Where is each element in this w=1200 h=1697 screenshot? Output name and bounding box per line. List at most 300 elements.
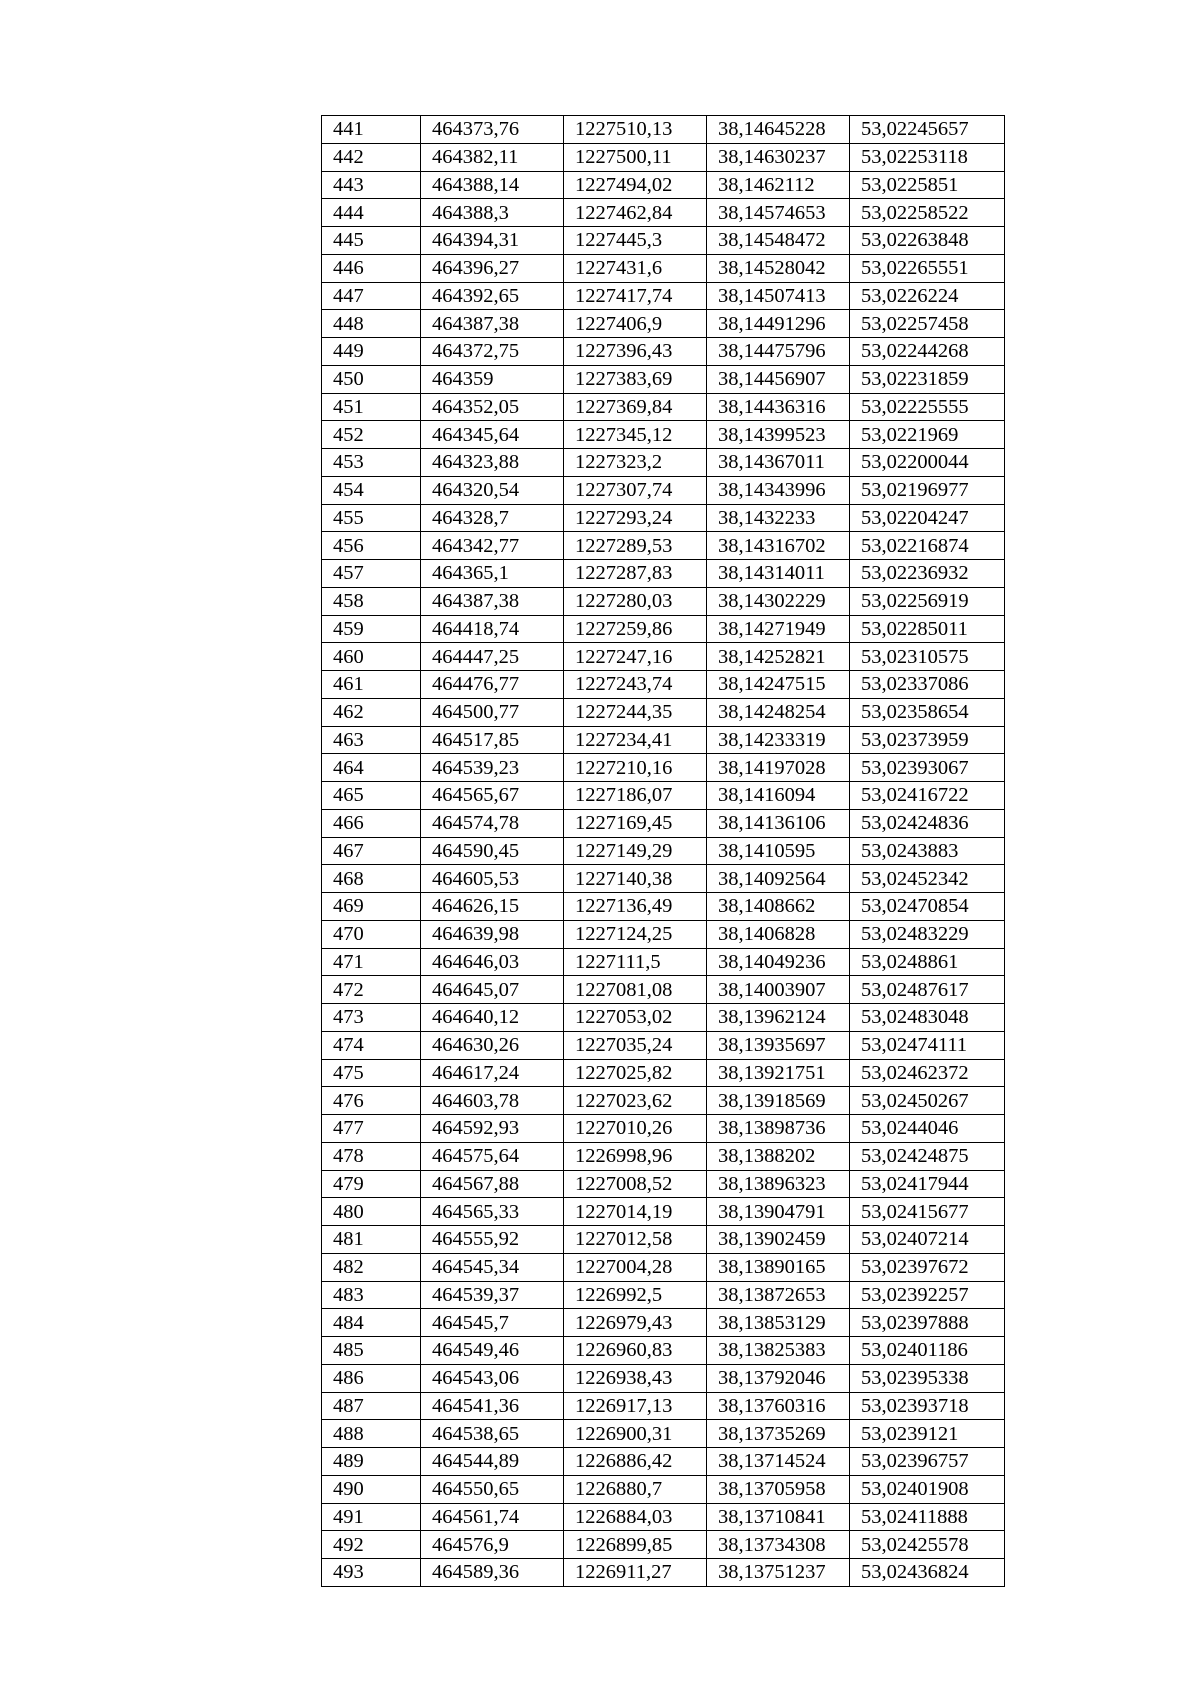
x-coordinate-cell: 464545,34 — [421, 1253, 564, 1281]
table-row — [322, 754, 1005, 782]
table-row — [322, 837, 1005, 865]
point-number-cell: 474 — [322, 1031, 421, 1059]
y-coordinate-cell: 1226917,13 — [564, 1392, 707, 1420]
longitude-cell: 38,13853129 — [707, 1309, 850, 1337]
longitude-cell: 38,14491296 — [707, 310, 850, 338]
x-coordinate-cell: 464541,36 — [421, 1392, 564, 1420]
x-coordinate-cell: 464500,77 — [421, 698, 564, 726]
table-row — [322, 338, 1005, 366]
longitude-cell: 38,14399523 — [707, 421, 850, 449]
point-number-cell: 449 — [322, 338, 421, 366]
longitude-cell: 38,13902459 — [707, 1226, 850, 1254]
x-coordinate-cell: 464545,7 — [421, 1309, 564, 1337]
latitude-cell: 53,02407214 — [850, 1226, 1005, 1254]
table-row — [322, 116, 1005, 144]
longitude-cell: 38,14247515 — [707, 671, 850, 699]
x-coordinate-cell: 464549,46 — [421, 1337, 564, 1365]
latitude-cell: 53,02397888 — [850, 1309, 1005, 1337]
table-row — [322, 421, 1005, 449]
x-coordinate-cell: 464394,31 — [421, 227, 564, 255]
point-number-cell: 448 — [322, 310, 421, 338]
point-number-cell: 442 — [322, 143, 421, 171]
x-coordinate-cell: 464388,3 — [421, 199, 564, 227]
longitude-cell: 38,14507413 — [707, 282, 850, 310]
x-coordinate-cell: 464565,33 — [421, 1198, 564, 1226]
point-number-cell: 455 — [322, 504, 421, 532]
y-coordinate-cell: 1226979,43 — [564, 1309, 707, 1337]
coordinates-table-body — [322, 116, 1005, 1587]
y-coordinate-cell: 1226899,85 — [564, 1531, 707, 1559]
x-coordinate-cell: 464352,05 — [421, 393, 564, 421]
longitude-cell: 38,1432233 — [707, 504, 850, 532]
longitude-cell: 38,13714524 — [707, 1448, 850, 1476]
latitude-cell: 53,0248861 — [850, 948, 1005, 976]
latitude-cell: 53,02416722 — [850, 782, 1005, 810]
point-number-cell: 443 — [322, 171, 421, 199]
table-row — [322, 532, 1005, 560]
x-coordinate-cell: 464476,77 — [421, 671, 564, 699]
table-row — [322, 920, 1005, 948]
longitude-cell: 38,1408662 — [707, 893, 850, 921]
y-coordinate-cell: 1227124,25 — [564, 920, 707, 948]
x-coordinate-cell: 464392,65 — [421, 282, 564, 310]
latitude-cell: 53,02415677 — [850, 1198, 1005, 1226]
longitude-cell: 38,14302229 — [707, 587, 850, 615]
table-row — [322, 893, 1005, 921]
latitude-cell: 53,02417944 — [850, 1170, 1005, 1198]
table-row — [322, 1281, 1005, 1309]
point-number-cell: 489 — [322, 1448, 421, 1476]
latitude-cell: 53,02450267 — [850, 1087, 1005, 1115]
longitude-cell: 38,14436316 — [707, 393, 850, 421]
point-number-cell: 446 — [322, 254, 421, 282]
point-number-cell: 441 — [322, 116, 421, 144]
table-row — [322, 615, 1005, 643]
point-number-cell: 465 — [322, 782, 421, 810]
y-coordinate-cell: 1227307,74 — [564, 476, 707, 504]
longitude-cell: 38,14645228 — [707, 116, 850, 144]
latitude-cell: 53,02424836 — [850, 809, 1005, 837]
x-coordinate-cell: 464328,7 — [421, 504, 564, 532]
table-row — [322, 1253, 1005, 1281]
longitude-cell: 38,13751237 — [707, 1559, 850, 1587]
y-coordinate-cell: 1227010,26 — [564, 1115, 707, 1143]
latitude-cell: 53,02231859 — [850, 365, 1005, 393]
longitude-cell: 38,14456907 — [707, 365, 850, 393]
table-row — [322, 1087, 1005, 1115]
table-row — [322, 782, 1005, 810]
x-coordinate-cell: 464387,38 — [421, 587, 564, 615]
latitude-cell: 53,02216874 — [850, 532, 1005, 560]
table-row — [322, 948, 1005, 976]
y-coordinate-cell: 1227494,02 — [564, 171, 707, 199]
x-coordinate-cell: 464617,24 — [421, 1059, 564, 1087]
latitude-cell: 53,0221969 — [850, 421, 1005, 449]
point-number-cell: 466 — [322, 809, 421, 837]
point-number-cell: 469 — [322, 893, 421, 921]
latitude-cell: 53,0239121 — [850, 1420, 1005, 1448]
point-number-cell: 456 — [322, 532, 421, 560]
longitude-cell: 38,13735269 — [707, 1420, 850, 1448]
longitude-cell: 38,13935697 — [707, 1031, 850, 1059]
latitude-cell: 53,02244268 — [850, 338, 1005, 366]
x-coordinate-cell: 464630,26 — [421, 1031, 564, 1059]
y-coordinate-cell: 1227247,16 — [564, 643, 707, 671]
y-coordinate-cell: 1227149,29 — [564, 837, 707, 865]
y-coordinate-cell: 1227323,2 — [564, 449, 707, 477]
latitude-cell: 53,0226224 — [850, 282, 1005, 310]
longitude-cell: 38,14316702 — [707, 532, 850, 560]
y-coordinate-cell: 1227140,38 — [564, 865, 707, 893]
y-coordinate-cell: 1227396,43 — [564, 338, 707, 366]
x-coordinate-cell: 464373,76 — [421, 116, 564, 144]
latitude-cell: 53,02263848 — [850, 227, 1005, 255]
longitude-cell: 38,14233319 — [707, 726, 850, 754]
longitude-cell: 38,13825383 — [707, 1337, 850, 1365]
longitude-cell: 38,1462112 — [707, 171, 850, 199]
y-coordinate-cell: 1227287,83 — [564, 560, 707, 588]
latitude-cell: 53,02462372 — [850, 1059, 1005, 1087]
y-coordinate-cell: 1227234,41 — [564, 726, 707, 754]
x-coordinate-cell: 464605,53 — [421, 865, 564, 893]
point-number-cell: 464 — [322, 754, 421, 782]
y-coordinate-cell: 1227025,82 — [564, 1059, 707, 1087]
longitude-cell: 38,13792046 — [707, 1364, 850, 1392]
longitude-cell: 38,14343996 — [707, 476, 850, 504]
longitude-cell: 38,13734308 — [707, 1531, 850, 1559]
table-row — [322, 1559, 1005, 1587]
x-coordinate-cell: 464640,12 — [421, 1004, 564, 1032]
y-coordinate-cell: 1227445,3 — [564, 227, 707, 255]
point-number-cell: 476 — [322, 1087, 421, 1115]
latitude-cell: 53,02483048 — [850, 1004, 1005, 1032]
latitude-cell: 53,02310575 — [850, 643, 1005, 671]
table-row — [322, 1198, 1005, 1226]
point-number-cell: 452 — [322, 421, 421, 449]
y-coordinate-cell: 1227081,08 — [564, 976, 707, 1004]
table-row — [322, 1142, 1005, 1170]
point-number-cell: 453 — [322, 449, 421, 477]
table-row — [322, 560, 1005, 588]
y-coordinate-cell: 1227169,45 — [564, 809, 707, 837]
longitude-cell: 38,14252821 — [707, 643, 850, 671]
x-coordinate-cell: 464538,65 — [421, 1420, 564, 1448]
latitude-cell: 53,02392257 — [850, 1281, 1005, 1309]
latitude-cell: 53,02204247 — [850, 504, 1005, 532]
point-number-cell: 471 — [322, 948, 421, 976]
x-coordinate-cell: 464589,36 — [421, 1559, 564, 1587]
table-row — [322, 1364, 1005, 1392]
y-coordinate-cell: 1227244,35 — [564, 698, 707, 726]
x-coordinate-cell: 464447,25 — [421, 643, 564, 671]
longitude-cell: 38,13904791 — [707, 1198, 850, 1226]
latitude-cell: 53,02256919 — [850, 587, 1005, 615]
point-number-cell: 468 — [322, 865, 421, 893]
latitude-cell: 53,02474111 — [850, 1031, 1005, 1059]
latitude-cell: 53,02393067 — [850, 754, 1005, 782]
point-number-cell: 487 — [322, 1392, 421, 1420]
x-coordinate-cell: 464567,88 — [421, 1170, 564, 1198]
y-coordinate-cell: 1227210,16 — [564, 754, 707, 782]
table-row — [322, 1420, 1005, 1448]
x-coordinate-cell: 464555,92 — [421, 1226, 564, 1254]
y-coordinate-cell: 1227243,74 — [564, 671, 707, 699]
y-coordinate-cell: 1227293,24 — [564, 504, 707, 532]
table-row — [322, 976, 1005, 1004]
point-number-cell: 462 — [322, 698, 421, 726]
latitude-cell: 53,02452342 — [850, 865, 1005, 893]
y-coordinate-cell: 1227369,84 — [564, 393, 707, 421]
table-row — [322, 1115, 1005, 1143]
y-coordinate-cell: 1227383,69 — [564, 365, 707, 393]
y-coordinate-cell: 1226880,7 — [564, 1475, 707, 1503]
longitude-cell: 38,14248254 — [707, 698, 850, 726]
longitude-cell: 38,13760316 — [707, 1392, 850, 1420]
longitude-cell: 38,13705958 — [707, 1475, 850, 1503]
longitude-cell: 38,14271949 — [707, 615, 850, 643]
latitude-cell: 53,02258522 — [850, 199, 1005, 227]
latitude-cell: 53,02470854 — [850, 893, 1005, 921]
latitude-cell: 53,02425578 — [850, 1531, 1005, 1559]
point-number-cell: 483 — [322, 1281, 421, 1309]
x-coordinate-cell: 464544,89 — [421, 1448, 564, 1476]
x-coordinate-cell: 464576,9 — [421, 1531, 564, 1559]
longitude-cell: 38,14367011 — [707, 449, 850, 477]
y-coordinate-cell: 1227014,19 — [564, 1198, 707, 1226]
latitude-cell: 53,02245657 — [850, 116, 1005, 144]
table-row — [322, 726, 1005, 754]
table-row — [322, 587, 1005, 615]
x-coordinate-cell: 464646,03 — [421, 948, 564, 976]
latitude-cell: 53,02487617 — [850, 976, 1005, 1004]
point-number-cell: 447 — [322, 282, 421, 310]
point-number-cell: 480 — [322, 1198, 421, 1226]
y-coordinate-cell: 1226884,03 — [564, 1503, 707, 1531]
longitude-cell: 38,14049236 — [707, 948, 850, 976]
point-number-cell: 450 — [322, 365, 421, 393]
table-row — [322, 865, 1005, 893]
latitude-cell: 53,02253118 — [850, 143, 1005, 171]
point-number-cell: 491 — [322, 1503, 421, 1531]
longitude-cell: 38,13710841 — [707, 1503, 850, 1531]
y-coordinate-cell: 1227259,86 — [564, 615, 707, 643]
point-number-cell: 485 — [322, 1337, 421, 1365]
y-coordinate-cell: 1227345,12 — [564, 421, 707, 449]
longitude-cell: 38,14136106 — [707, 809, 850, 837]
table-row — [322, 671, 1005, 699]
x-coordinate-cell: 464396,27 — [421, 254, 564, 282]
y-coordinate-cell: 1226900,31 — [564, 1420, 707, 1448]
latitude-cell: 53,02483229 — [850, 920, 1005, 948]
latitude-cell: 53,02401186 — [850, 1337, 1005, 1365]
table-row — [322, 393, 1005, 421]
table-row — [322, 449, 1005, 477]
table-row — [322, 1170, 1005, 1198]
y-coordinate-cell: 1227406,9 — [564, 310, 707, 338]
point-number-cell: 463 — [322, 726, 421, 754]
table-row — [322, 1309, 1005, 1337]
point-number-cell: 484 — [322, 1309, 421, 1337]
point-number-cell: 454 — [322, 476, 421, 504]
x-coordinate-cell: 464359 — [421, 365, 564, 393]
longitude-cell: 38,1388202 — [707, 1142, 850, 1170]
x-coordinate-cell: 464550,65 — [421, 1475, 564, 1503]
point-number-cell: 490 — [322, 1475, 421, 1503]
latitude-cell: 53,02265551 — [850, 254, 1005, 282]
table-row — [322, 1031, 1005, 1059]
latitude-cell: 53,02393718 — [850, 1392, 1005, 1420]
table-row — [322, 199, 1005, 227]
latitude-cell: 53,02395338 — [850, 1364, 1005, 1392]
latitude-cell: 53,0244046 — [850, 1115, 1005, 1143]
point-number-cell: 488 — [322, 1420, 421, 1448]
latitude-cell: 53,02200044 — [850, 449, 1005, 477]
y-coordinate-cell: 1227289,53 — [564, 532, 707, 560]
longitude-cell: 38,14630237 — [707, 143, 850, 171]
x-coordinate-cell: 464387,38 — [421, 310, 564, 338]
table-row — [322, 809, 1005, 837]
latitude-cell: 53,02424875 — [850, 1142, 1005, 1170]
latitude-cell: 53,02436824 — [850, 1559, 1005, 1587]
y-coordinate-cell: 1227280,03 — [564, 587, 707, 615]
x-coordinate-cell: 464645,07 — [421, 976, 564, 1004]
point-number-cell: 478 — [322, 1142, 421, 1170]
x-coordinate-cell: 464592,93 — [421, 1115, 564, 1143]
table-row — [322, 1059, 1005, 1087]
table-row — [322, 282, 1005, 310]
x-coordinate-cell: 464561,74 — [421, 1503, 564, 1531]
longitude-cell: 38,13918569 — [707, 1087, 850, 1115]
latitude-cell: 53,02358654 — [850, 698, 1005, 726]
point-number-cell: 467 — [322, 837, 421, 865]
x-coordinate-cell: 464418,74 — [421, 615, 564, 643]
table-row — [322, 1226, 1005, 1254]
table-row — [322, 476, 1005, 504]
x-coordinate-cell: 464517,85 — [421, 726, 564, 754]
y-coordinate-cell: 1227008,52 — [564, 1170, 707, 1198]
longitude-cell: 38,14003907 — [707, 976, 850, 1004]
longitude-cell: 38,14475796 — [707, 338, 850, 366]
x-coordinate-cell: 464639,98 — [421, 920, 564, 948]
x-coordinate-cell: 464603,78 — [421, 1087, 564, 1115]
x-coordinate-cell: 464323,88 — [421, 449, 564, 477]
point-number-cell: 482 — [322, 1253, 421, 1281]
y-coordinate-cell: 1227004,28 — [564, 1253, 707, 1281]
latitude-cell: 53,02257458 — [850, 310, 1005, 338]
x-coordinate-cell: 464539,37 — [421, 1281, 564, 1309]
table-row — [322, 365, 1005, 393]
table-row — [322, 171, 1005, 199]
table-row — [322, 143, 1005, 171]
x-coordinate-cell: 464575,64 — [421, 1142, 564, 1170]
latitude-cell: 53,02396757 — [850, 1448, 1005, 1476]
table-row — [322, 254, 1005, 282]
x-coordinate-cell: 464382,11 — [421, 143, 564, 171]
table-row — [322, 1392, 1005, 1420]
x-coordinate-cell: 464539,23 — [421, 754, 564, 782]
table-row — [322, 227, 1005, 255]
point-number-cell: 492 — [322, 1531, 421, 1559]
x-coordinate-cell: 464365,1 — [421, 560, 564, 588]
x-coordinate-cell: 464565,67 — [421, 782, 564, 810]
x-coordinate-cell: 464342,77 — [421, 532, 564, 560]
y-coordinate-cell: 1227035,24 — [564, 1031, 707, 1059]
table-row — [322, 643, 1005, 671]
y-coordinate-cell: 1226992,5 — [564, 1281, 707, 1309]
point-number-cell: 444 — [322, 199, 421, 227]
point-number-cell: 477 — [322, 1115, 421, 1143]
latitude-cell: 53,02236932 — [850, 560, 1005, 588]
longitude-cell: 38,13872653 — [707, 1281, 850, 1309]
table-row — [322, 504, 1005, 532]
y-coordinate-cell: 1227023,62 — [564, 1087, 707, 1115]
x-coordinate-cell: 464626,15 — [421, 893, 564, 921]
x-coordinate-cell: 464543,06 — [421, 1364, 564, 1392]
point-number-cell: 451 — [322, 393, 421, 421]
longitude-cell: 38,13896323 — [707, 1170, 850, 1198]
point-number-cell: 457 — [322, 560, 421, 588]
latitude-cell: 53,02373959 — [850, 726, 1005, 754]
table-row — [322, 310, 1005, 338]
point-number-cell: 470 — [322, 920, 421, 948]
latitude-cell: 53,0225851 — [850, 171, 1005, 199]
point-number-cell: 460 — [322, 643, 421, 671]
table-row — [322, 1503, 1005, 1531]
longitude-cell: 38,14574653 — [707, 199, 850, 227]
point-number-cell: 493 — [322, 1559, 421, 1587]
longitude-cell: 38,1406828 — [707, 920, 850, 948]
longitude-cell: 38,13962124 — [707, 1004, 850, 1032]
longitude-cell: 38,14548472 — [707, 227, 850, 255]
latitude-cell: 53,02285011 — [850, 615, 1005, 643]
y-coordinate-cell: 1227111,5 — [564, 948, 707, 976]
longitude-cell: 38,14314011 — [707, 560, 850, 588]
y-coordinate-cell: 1227462,84 — [564, 199, 707, 227]
longitude-cell: 38,14092564 — [707, 865, 850, 893]
point-number-cell: 445 — [322, 227, 421, 255]
x-coordinate-cell: 464372,75 — [421, 338, 564, 366]
latitude-cell: 53,02401908 — [850, 1475, 1005, 1503]
table-row — [322, 1004, 1005, 1032]
x-coordinate-cell: 464345,64 — [421, 421, 564, 449]
y-coordinate-cell: 1226938,43 — [564, 1364, 707, 1392]
latitude-cell: 53,02196977 — [850, 476, 1005, 504]
coordinates-table — [321, 115, 1005, 1587]
y-coordinate-cell: 1227431,6 — [564, 254, 707, 282]
longitude-cell: 38,14528042 — [707, 254, 850, 282]
latitude-cell: 53,02337086 — [850, 671, 1005, 699]
latitude-cell: 53,02411888 — [850, 1503, 1005, 1531]
longitude-cell: 38,1410595 — [707, 837, 850, 865]
longitude-cell: 38,13921751 — [707, 1059, 850, 1087]
latitude-cell: 53,02397672 — [850, 1253, 1005, 1281]
table-row — [322, 1531, 1005, 1559]
point-number-cell: 473 — [322, 1004, 421, 1032]
y-coordinate-cell: 1226886,42 — [564, 1448, 707, 1476]
table-row — [322, 1475, 1005, 1503]
latitude-cell: 53,0243883 — [850, 837, 1005, 865]
table-row — [322, 1448, 1005, 1476]
point-number-cell: 481 — [322, 1226, 421, 1254]
longitude-cell: 38,13890165 — [707, 1253, 850, 1281]
x-coordinate-cell: 464388,14 — [421, 171, 564, 199]
point-number-cell: 458 — [322, 587, 421, 615]
y-coordinate-cell: 1227500,11 — [564, 143, 707, 171]
point-number-cell: 475 — [322, 1059, 421, 1087]
x-coordinate-cell: 464320,54 — [421, 476, 564, 504]
point-number-cell: 479 — [322, 1170, 421, 1198]
point-number-cell: 461 — [322, 671, 421, 699]
